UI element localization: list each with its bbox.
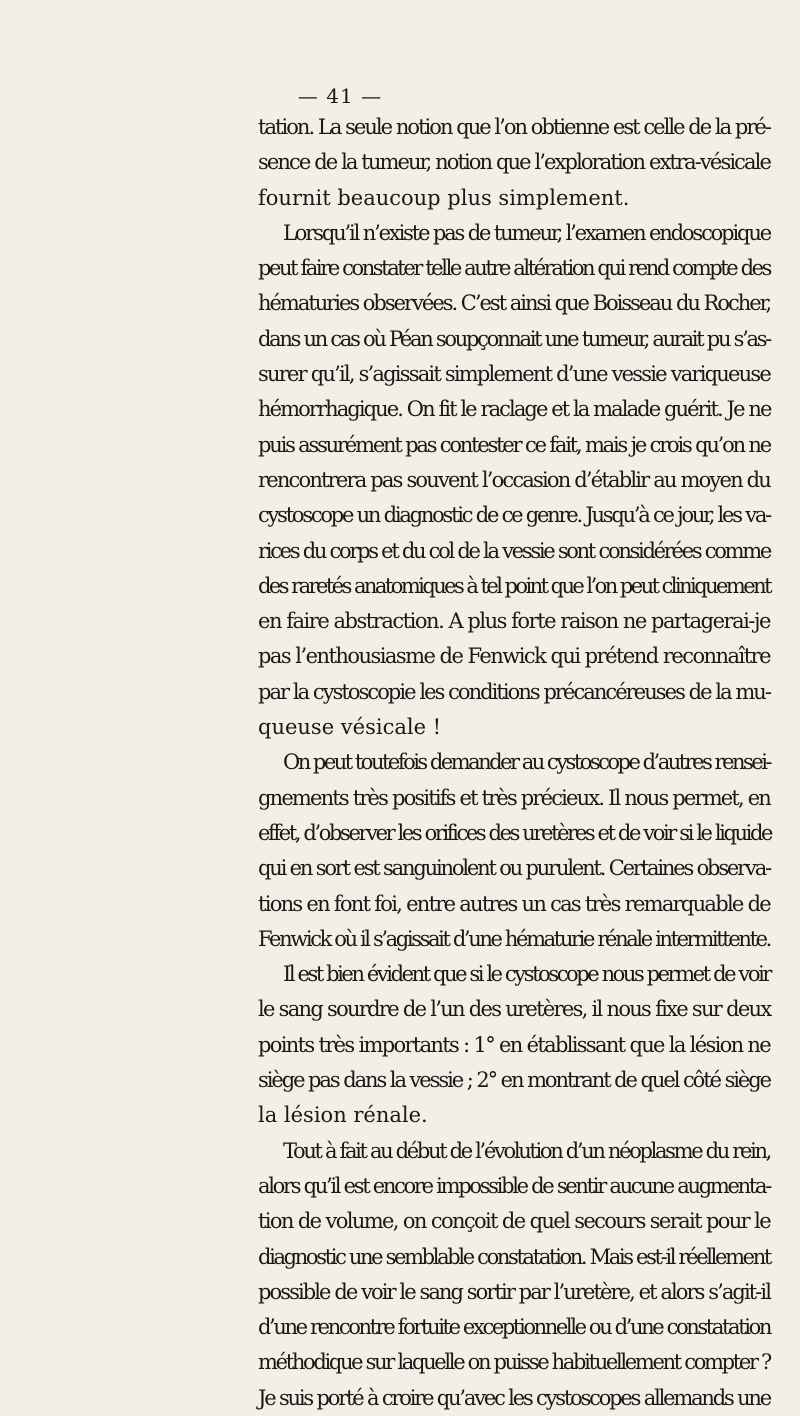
text-line: possible de voir le sang sortir par l’uretère, et alors s’agit-il: [258, 1279, 771, 1304]
text-line: Tout à fait au début de l’évolution d’un néoplasme du rein,: [283, 1138, 770, 1163]
text-line: méthodique sur laquelle on puisse habituellement compter ?: [258, 1350, 770, 1375]
text-line: On peut toutefois demander au cystoscope d’autres rensei-: [283, 750, 771, 775]
text-line: des raretés anatomiques à tel point que l’on peut cliniquement: [258, 573, 770, 598]
text-line: siège pas dans la vessie ; 2° en montrant de quel côté siège: [258, 1068, 771, 1093]
page-number: — 41 —: [297, 84, 383, 108]
text-line: sence de la tumeur, notion que l’exploration extra-vésicale: [258, 150, 770, 175]
text-line: en faire abstraction. A plus forte raison ne partagerai-je: [258, 609, 770, 634]
text-line: qui en sort est sanguinolent ou purulent. Certaines observa-: [258, 856, 770, 881]
text-line: puis assurément pas contester ce fait, mais je crois qu’on ne: [258, 432, 770, 457]
text-line: effet, d’observer les orifices des uretères et de voir si le liquide: [258, 820, 772, 845]
text-line: d’une rencontre fortuite exceptionnelle ou d’une constatation: [258, 1315, 770, 1340]
text-line: le sang sourdre de l’un des uretères, il nous fixe sur deux: [258, 997, 771, 1022]
text-line: dans un cas où Péan soupçonnait une tumeur, aurait pu s’as-: [258, 326, 770, 351]
text-line: alors qu’il est encore impossible de sentir aucune augmenta-: [258, 1173, 770, 1198]
text-line: tation. La seule notion que l’on obtienne est celle de la pré-: [258, 115, 770, 139]
text-line: rices du corps et du col de la vessie sont considérées comme: [258, 538, 770, 563]
text-line: Lorsqu’il n’existe pas de tumeur, l’examen endoscopique: [283, 220, 771, 245]
text-line: hémorrhagique. On fit le raclage et la malade guérit. Je ne: [258, 397, 771, 422]
text-line: points très importants : 1° en établissant que la lésion ne: [258, 1032, 771, 1057]
text-line: hématuries observées. C’est ainsi que Boisseau du Rocher,: [258, 291, 771, 316]
text-line: fournit beaucoup plus simplement.: [258, 185, 630, 210]
text-line: surer qu’il, s’agissait simplement d’une vessie variqueuse: [258, 362, 771, 387]
text-line: rencontrera pas souvent l’occasion d’établir au moyen du: [258, 467, 771, 492]
text-line: tions en font foi, entre autres un cas très remarquable de: [258, 891, 770, 916]
text-line: peut faire constater telle autre altération qui rend compte des: [258, 256, 770, 281]
text-line: tion de volume, on conçoit de quel secours serait pour le: [258, 1209, 770, 1234]
text-line: gnements très positifs et très précieux. Il nous permet, en: [258, 785, 770, 810]
text-line: cystoscope un diagnostic de ce genre. Jusqu’à ce jour, les va-: [258, 503, 770, 528]
text-line: diagnostic une semblable constatation. Mais est-il réellement: [258, 1244, 770, 1269]
text-line: la lésion rénale.: [258, 1103, 428, 1128]
text-line: Je suis porté à croire qu’avec les cystoscopes allemands une: [258, 1385, 771, 1410]
text-line: Il est bien évident que si le cystoscope nous permet de voir: [283, 962, 770, 987]
body-text: [258, 110, 770, 1416]
text-line: par la cystoscopie les conditions précancéreuses de la mu-: [258, 679, 771, 704]
text-line: Fenwick où il s’agissait d’une hématurie rénale intermittente.: [258, 926, 770, 951]
text-line: queuse vésicale !: [258, 715, 442, 740]
text-line: pas l’enthousiasme de Fenwick qui prétend reconnaître: [258, 644, 771, 669]
